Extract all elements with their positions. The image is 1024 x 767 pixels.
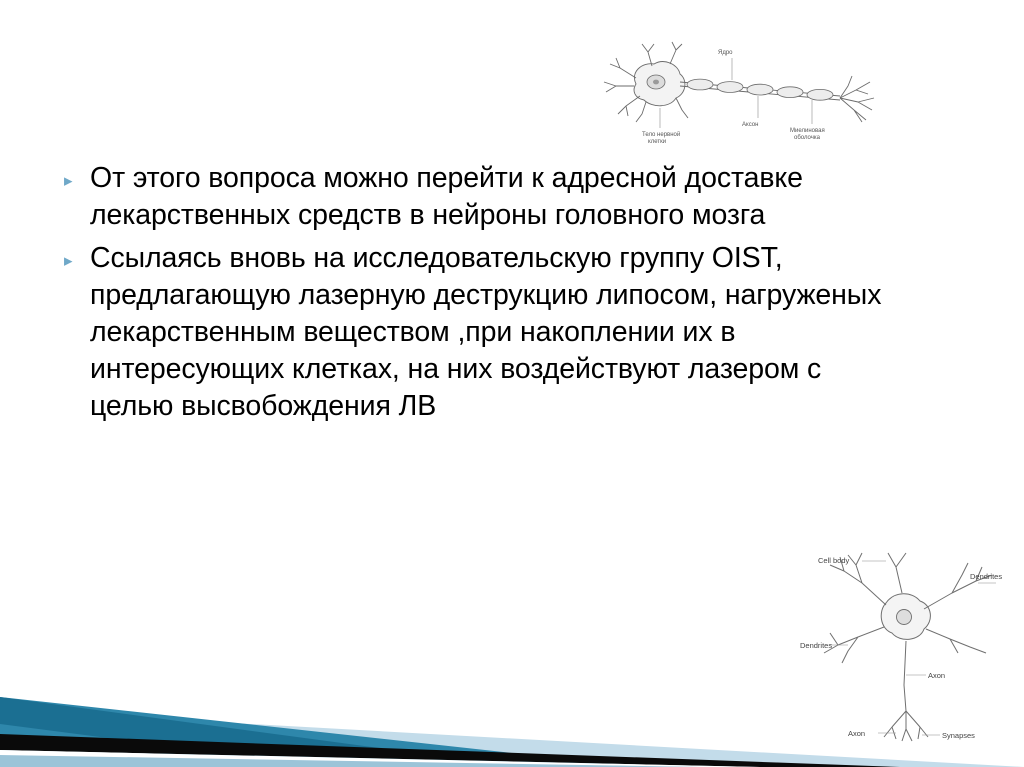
svg-text:клетки: клетки <box>648 139 667 144</box>
bullet-list <box>64 160 884 431</box>
svg-text:Миелиновая: Миелиновая <box>790 128 825 134</box>
bullet-marker-icon: ▸ <box>64 251 73 271</box>
svg-text:оболочка: оболочка <box>794 135 820 141</box>
svg-text:Dendrites: Dendrites <box>970 572 1003 581</box>
slide-footer-ribbon <box>0 642 1024 767</box>
myelinated-neuron-diagram <box>590 36 900 144</box>
svg-text:Axon: Axon <box>928 671 946 680</box>
svg-text:Cell body: Cell body <box>818 556 850 565</box>
svg-text:Аксон: Аксон <box>742 122 759 128</box>
bullet-text: От этого вопроса можно перейти к адресной доставке лекарственных средств в нейроны головного мозга <box>90 162 803 232</box>
list-item <box>64 240 884 425</box>
svg-text:Ядро: Ядро <box>718 50 733 56</box>
list-item <box>64 160 884 234</box>
svg-text:Axon: Axon <box>848 729 866 738</box>
svg-text:Dendrites: Dendrites <box>800 641 833 650</box>
bullet-text: Ссылаясь вновь на исследовательскую группу OIST, предлагающую лазерную деструкцию липосом, нагруженых лекарственным веществом ,при накоплении их в интересующих клетках, на них воздействуют лазером с целью высвобождения ЛВ <box>90 242 882 423</box>
bullet-marker-icon: ▸ <box>64 171 73 190</box>
svg-text:Synapses: Synapses <box>942 731 975 740</box>
svg-text:Тело нервной: Тело нервной <box>642 132 681 138</box>
